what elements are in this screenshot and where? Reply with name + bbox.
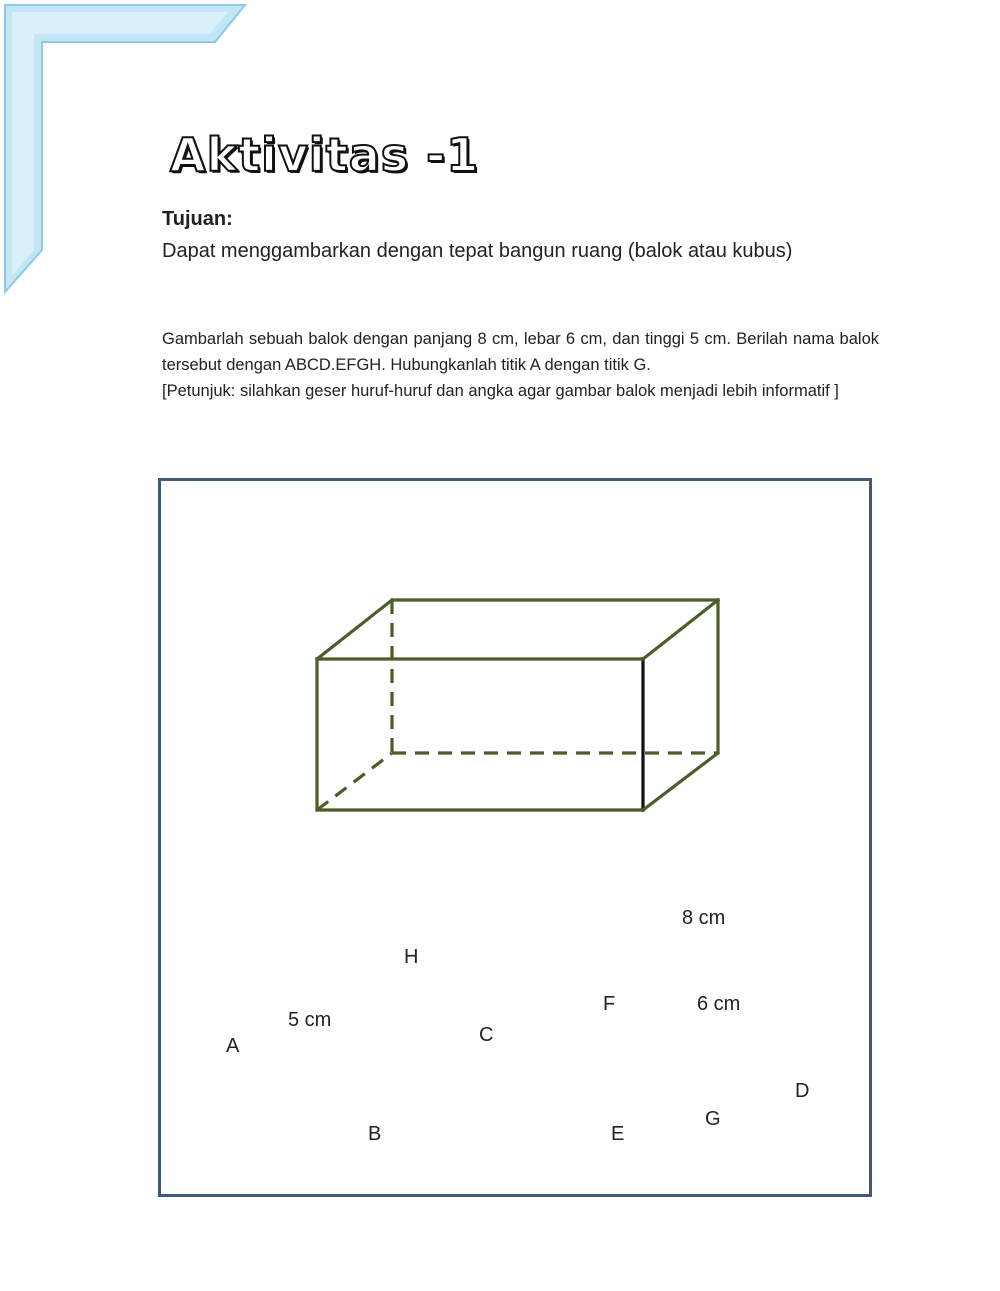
label-G[interactable]: G xyxy=(705,1108,721,1130)
label-A[interactable]: A xyxy=(226,1035,240,1057)
drawing-area[interactable] xyxy=(158,478,872,1197)
label-6cm[interactable]: 6 cm xyxy=(697,993,741,1015)
label-E[interactable]: E xyxy=(611,1123,625,1145)
task-text: Gambarlah sebuah balok dengan panjang 8 cm, lebar 6 cm, dan tinggi 5 cm. Berilah nama balok tersebut dengan ABCD.EFGH. Hubungkanlah titik A dengan titik G. xyxy=(162,330,879,374)
goal-text: Dapat menggambarkan dengan tepat bangun ruang (balok atau kubus) xyxy=(162,240,793,262)
goal-heading: Tujuan: xyxy=(162,208,233,230)
label-H[interactable]: H xyxy=(404,946,419,968)
label-D[interactable]: D xyxy=(795,1080,810,1102)
label-C[interactable]: C xyxy=(479,1024,494,1046)
instructions xyxy=(162,326,879,404)
cuboid-drawing xyxy=(161,481,869,1194)
activity-title: Aktivitas -1 xyxy=(170,128,480,182)
edge-bottom-right-depth xyxy=(643,753,718,810)
edge-top-left-depth xyxy=(317,600,392,659)
label-F[interactable]: F xyxy=(603,993,616,1015)
edge-hidden-bottom-left-depth xyxy=(317,753,392,810)
label-B[interactable]: B xyxy=(368,1123,382,1145)
label-8cm[interactable]: 8 cm xyxy=(682,907,726,929)
edge-top-right-depth xyxy=(643,600,718,659)
hint-text: [Petunjuk: silahkan geser huruf-huruf dan angka agar gambar balok menjadi lebih informatif ] xyxy=(162,382,839,400)
label-5cm[interactable]: 5 cm xyxy=(288,1009,332,1031)
